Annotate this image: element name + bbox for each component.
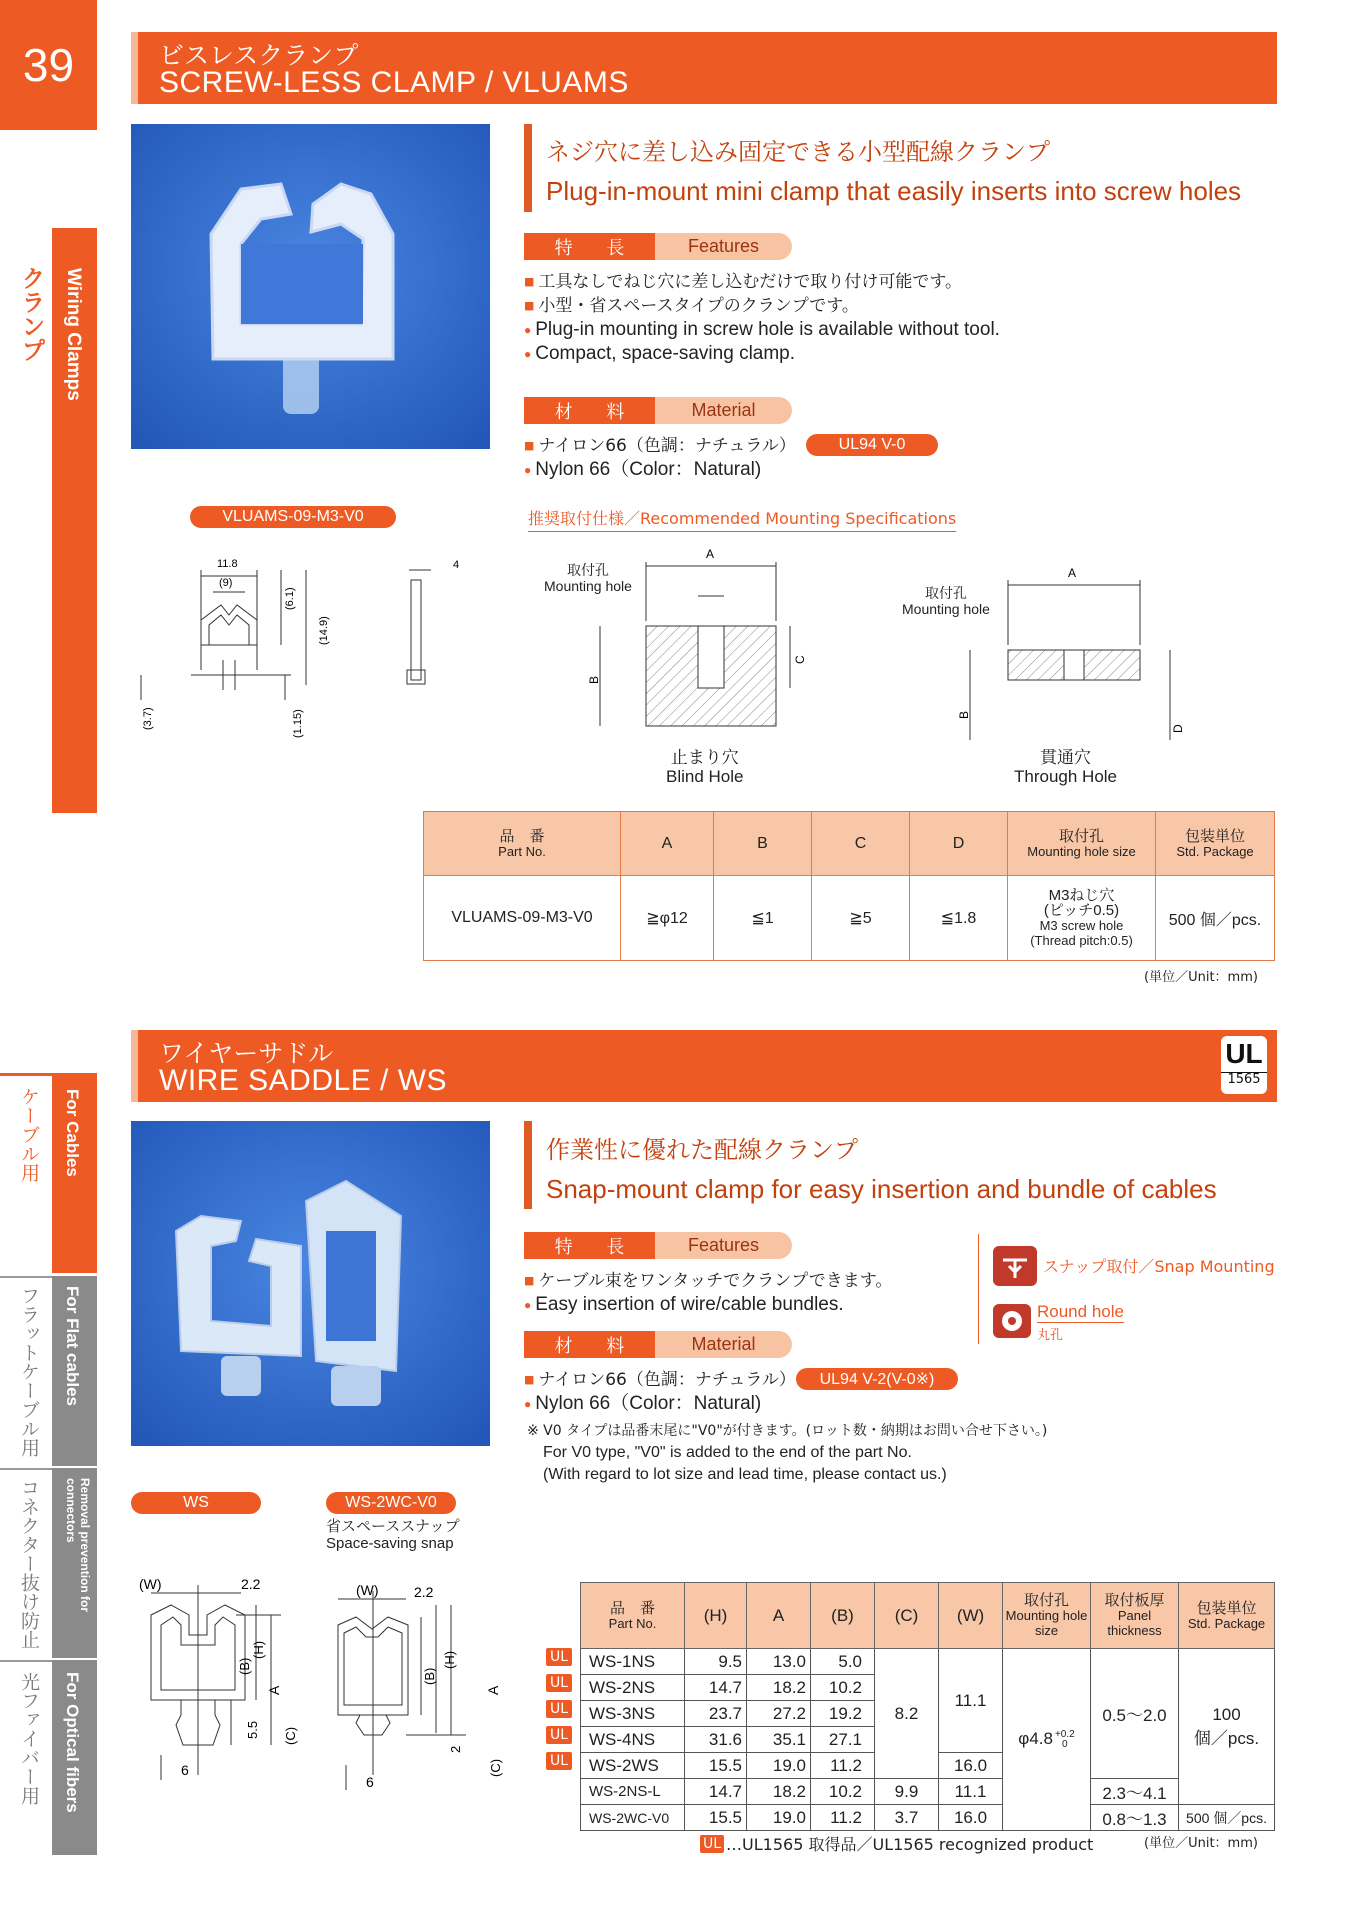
round-hole-icon: [993, 1304, 1031, 1338]
side-tab-optical-fibers[interactable]: [0, 1660, 97, 1855]
mounting-hole-label: 取付孔 Mounting hole: [902, 585, 990, 617]
table-row: WS-3NS 23.7 27.2 19.2: [581, 1701, 1275, 1727]
svg-text:(H): (H): [251, 1640, 266, 1659]
svg-text:5.5: 5.5: [245, 1720, 260, 1739]
material-jp: ■ ナイロン66（色調：ナチュラル）: [524, 434, 796, 458]
svg-text:(H): (H): [442, 1650, 457, 1669]
side-tab-label-jp: ケーブル用: [18, 1087, 40, 1182]
recommend-title: 推奨取付仕様／Recommended Mounting Specifications: [528, 506, 956, 532]
mounting-type-panel: [978, 1234, 1278, 1344]
dim-d: D: [1171, 724, 1185, 733]
round-hole-label-jp: 丸孔: [1037, 1328, 1064, 1343]
section-heading-jp: ネジ穴に差し込み固定できる小型配線クランプ: [546, 138, 1050, 166]
space-saving-label: 省スペーススナップ Space-saving snap: [326, 1517, 460, 1552]
section-heading-jp: 作業性に優れた配線クランプ: [546, 1136, 858, 1164]
svg-text:2: 2: [448, 1745, 463, 1753]
table-row: WS-4NS 31.6 35.1 27.1: [581, 1727, 1275, 1753]
side-tab-flat-cables[interactable]: [0, 1276, 97, 1466]
svg-text:A: A: [266, 1685, 282, 1695]
svg-text:2.2: 2.2: [241, 1576, 261, 1592]
mounting-hole-label: 取付孔 Mounting hole: [544, 562, 632, 594]
material-en: ● Nylon 66（Color：Natural): [524, 1392, 796, 1416]
side-tab-label-en: For Flat cables: [63, 1286, 82, 1406]
heading-accent: [524, 1121, 532, 1209]
dim-a: A: [706, 547, 715, 561]
feature-item: ● Compact, space-saving clamp.: [524, 342, 1000, 366]
table-row: WS-1NS 9.5 13.0 5.0 8.2 11.1 φ4.8 +0.2 0 0.5～2.0 100 個／pcs.: [581, 1649, 1275, 1675]
feature-item: ■ ケーブル束をワンタッチでクランプできます。: [524, 1269, 892, 1293]
features-list: [524, 1269, 892, 1317]
section-title-jp: ビスレスクランプ: [159, 41, 359, 70]
svg-text:(W): (W): [139, 1576, 162, 1592]
page-number: 39: [0, 0, 97, 130]
vluams-dimension-drawing: [131, 550, 481, 750]
section-heading-en: Plug-in-mount mini clamp that easily inserts into screw holes: [546, 176, 1242, 206]
svg-text:6: 6: [181, 1762, 189, 1778]
svg-text:(B): (B): [422, 1667, 437, 1685]
svg-text:A: A: [485, 1685, 501, 1695]
ul-rating-badge: UL94 V-0: [806, 434, 938, 456]
side-tab-label-jp: クランプ: [17, 266, 45, 362]
side-tab-label-jp: フラットケーブル用: [18, 1286, 40, 1457]
ul-tag: UL: [546, 1648, 572, 1666]
ul-tags-column: [546, 1648, 572, 1770]
table-row: WS-2NS-L 14.7 18.2 10.2 9.9 11.1 2.3～4.1: [581, 1779, 1275, 1805]
ws2wc-dimension-drawing: [326, 1582, 526, 1790]
material-jp: ■ ナイロン66（色調：ナチュラル）: [524, 1368, 796, 1392]
unit-note: (単位／Unit：mm): [1144, 1836, 1258, 1851]
features-label: 特 長 Features: [524, 1232, 792, 1259]
svg-text:(B): (B): [237, 1657, 252, 1675]
ul-logo: UL 1565: [1221, 1036, 1267, 1094]
material-label: 材 料 Material: [524, 397, 792, 424]
side-tab-label-en: Removal prevention for connectors: [64, 1478, 92, 1613]
side-tab-label-en: For Optical fibers: [63, 1672, 82, 1813]
blind-hole-caption: 止まり穴 Blind Hole: [666, 748, 744, 786]
features-list: [524, 270, 1000, 366]
material-list: [524, 1368, 796, 1416]
vluams-spec-table: 品 番 Part No. A B C D 取付孔 Mounting hole size 包装単位 Std. Package VLUAMS-09-M3-V0 ≧φ12 ≦1 ≧5 ≦1.8 M3ねじ穴 (ピッチ0.5) M3 screw hole (Thread pitch:0.5) 500 個／pcs.: [423, 811, 1275, 961]
svg-text:(W): (W): [356, 1582, 379, 1598]
side-tab-for-cables[interactable]: [0, 1073, 97, 1273]
svg-text:(C): (C): [488, 1758, 503, 1777]
svg-text:6: 6: [366, 1774, 374, 1790]
ul-legend: UL …UL1565 取得品／UL1565 recognized product: [700, 1832, 1093, 1855]
table-row: VLUAMS-09-M3-V0 ≧φ12 ≦1 ≧5 ≦1.8 M3ねじ穴 (ピッチ0.5) M3 screw hole (Thread pitch:0.5) 500 個／pcs.: [424, 876, 1275, 961]
table-row: WS-2NS 14.7 18.2 10.2: [581, 1675, 1275, 1701]
side-tab-label-jp: コネクター抜け防止: [18, 1478, 40, 1649]
table-row: WS-2WC-V0 15.5 19.0 11.2 3.7 16.0 0.8～1.3 500 個／pcs.: [581, 1805, 1275, 1831]
feature-item: ■ 小型・省スペースタイプのクランプです。: [524, 294, 1000, 318]
heading-accent: [524, 124, 532, 212]
dim-a: A: [1068, 566, 1077, 580]
dim-h4: (1.15): [292, 709, 304, 738]
ws-2wc-badge: WS-2WC-V0: [326, 1492, 456, 1514]
section-title-en: WIRE SADDLE / WS: [159, 1064, 448, 1097]
dim-h2: (14.9): [318, 616, 330, 645]
feature-item: ■ 工具なしでねじ穴に差し込むだけで取り付け可能です。: [524, 270, 1000, 294]
side-tab-label-en: For Cables: [63, 1089, 82, 1177]
dim-inner: (9): [219, 577, 233, 589]
snap-mount-label: スナップ取付／Snap Mounting: [1043, 1257, 1275, 1276]
side-tab-wiring-clamps[interactable]: [0, 228, 97, 813]
side-tab-label-jp: 光ファイバー用: [18, 1672, 40, 1805]
table-row: WS-2WS 15.5 19.0 11.2 16.0: [581, 1753, 1275, 1779]
section-title-jp: ワイヤーサドル: [159, 1039, 334, 1068]
ul-tag: UL: [546, 1674, 572, 1692]
svg-text:(C): (C): [283, 1726, 298, 1745]
feature-item: ● Easy insertion of wire/cable bundles.: [524, 1293, 892, 1317]
material-label: 材 料 Material: [524, 1331, 792, 1358]
svg-text:2.2: 2.2: [414, 1584, 434, 1600]
product-photo-vluams: [131, 124, 490, 449]
section-title-bar: [131, 32, 1277, 104]
ul-tag: UL: [546, 1700, 572, 1718]
model-badge: VLUAMS-09-M3-V0: [190, 506, 396, 528]
side-tab-connectors[interactable]: [0, 1468, 97, 1658]
features-label: 特 長 Features: [524, 233, 792, 260]
material-en: ● Nylon 66（Color：Natural): [524, 458, 796, 482]
dim-c: C: [793, 655, 807, 664]
v0-note: ※ V0 タイプは品番末尾に"V0"が付きます。(ロット数・納期はお問い合せ下さい。) For V0 type, "V0" is added to the end of the part No. (With regard to lot size and lead time, please contact us.): [527, 1423, 1048, 1483]
unit-note: (単位／Unit：mm): [1144, 970, 1258, 985]
ul-tag: UL: [700, 1835, 724, 1853]
ws-spec-table: 品 番 Part No. (H) A (B) (C) (W) 取付孔 Mounting hole size 取付板厚 Panel thickness 包装単位 Std. Package WS-1NS 9.5 13.0 5.0 8.2 11.1 φ4.8 +0.2 0 0.5～2.0 100 個／pcs. WS-2NS 14.7 18.2 10.2 WS-3NS 23.7 27.2 19.2 WS-4NS 31.6 35.1 27.1 WS-2WS 15.5 19.0 11.2 16.0 WS-2NS-L 14.7 18.2 10.2 9.9 11.1 2.3～4.1 WS-2WC-V0 15.5 19.0 11.2 3.7 16.0 0.8～1.3 500 個／pcs.: [580, 1582, 1275, 1831]
through-hole-caption: 貫通穴 Through Hole: [1014, 748, 1118, 786]
material-list: [524, 434, 796, 482]
section-heading-en: Snap-mount clamp for easy insertion and bundle of cables: [546, 1174, 1217, 1204]
dim-b: B: [587, 675, 601, 684]
dim-width: 11.8: [217, 558, 238, 570]
dim-h3: (3.7): [142, 707, 154, 730]
section-title-en: SCREW-LESS CLAMP / VLUAMS: [159, 66, 629, 99]
feature-item: ● Plug-in mounting in screw hole is available without tool.: [524, 318, 1000, 342]
product-photo-ws: [131, 1121, 490, 1446]
ul-tag: UL: [546, 1726, 572, 1744]
ul-rating-badge: UL94 V-2(V-0※): [796, 1368, 958, 1390]
side-tab-label-en: Wiring Clamps: [63, 268, 84, 401]
dim-h1: (6.1): [284, 587, 296, 610]
snap-mount-icon: [993, 1246, 1037, 1286]
dim-thickness: 4: [453, 559, 460, 571]
dim-b: B: [957, 710, 971, 719]
section-title-bar: [131, 1030, 1277, 1102]
ul-tag: UL: [546, 1752, 572, 1770]
through-hole-diagram: [957, 565, 1190, 755]
ws-badge: WS: [131, 1492, 261, 1514]
round-hole-label-en: Round hole: [1037, 1302, 1124, 1321]
ws-dimension-drawing: [131, 1575, 311, 1785]
